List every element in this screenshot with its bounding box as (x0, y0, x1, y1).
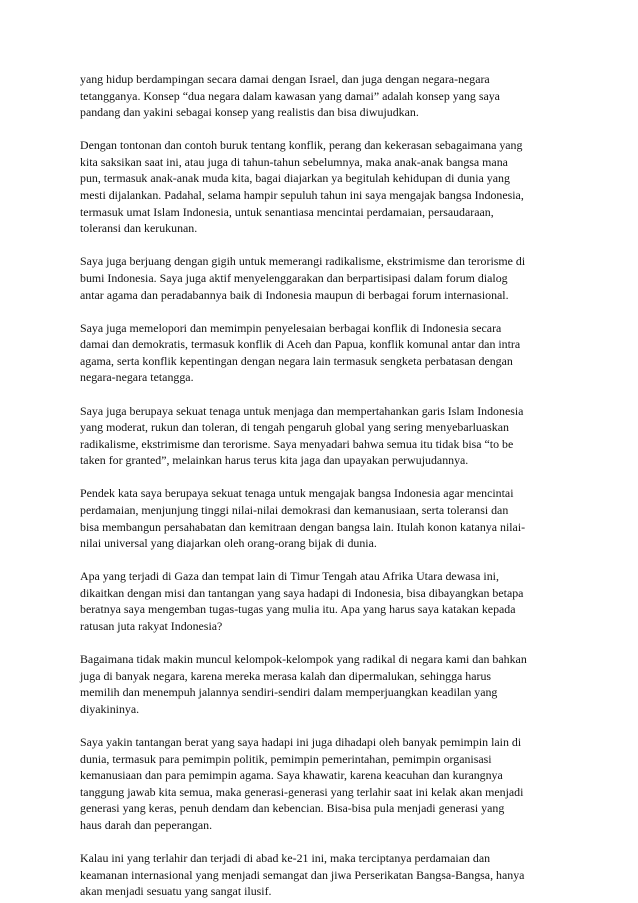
paragraph-line: perdamaian, menjunjung tinggi nilai-nilai demokrasi dan kemanusiaan, serta toleransi dan (80, 502, 509, 517)
paragraph-line: pandang dan yakini sebagai konsep yang realistis dan bisa diwujudkan. (80, 105, 419, 120)
paragraph-line: Saya juga memelopori dan memimpin penyelesaian berbagai konflik di Indonesia secara (80, 320, 502, 335)
paragraph-line: haus darah dan peperangan. (80, 817, 213, 832)
paragraph-line: mesti dijalankan. Padahal, selama hampir sepuluh tahun ini saya mengajak bangsa Indonesia, (80, 188, 524, 203)
paragraph-line: Dengan tontonan dan contoh buruk tentang konflik, perang dan kekerasan sebagaimana yang (80, 138, 523, 153)
paragraph-line: antar agama dan peradabannya baik di Indonesia maupun di berbagai forum internasional. (80, 287, 509, 302)
paragraph-line: dunia, termasuk para pemimpin politik, pemimpin pemerintahan, pemimpin organisasi (80, 751, 492, 766)
paragraph-line: kita saksikan saat ini, atau juga di tahun-tahun sebelumnya, maka anak-anak bangsa mana (80, 154, 508, 169)
paragraph-line: termasuk umat Islam Indonesia, untuk senantiasa mencintai perdamaian, persaudaraan, (80, 204, 494, 219)
paragraph-line: pun, termasuk anak-anak muda kita, bagai diajarkan ya begitulah kehidupan di dunia yang (80, 171, 510, 186)
body-paragraph (80, 734, 568, 834)
body-paragraph (80, 71, 568, 121)
paragraph-line: taken for granted”, melainkan harus terus kita jaga dan upayakan perwujudannya. (80, 453, 469, 468)
body-paragraph (80, 651, 568, 717)
paragraph-line: Saya juga berjuang dengan gigih untuk memerangi radikalisme, ekstrimisme dan terorisme di (80, 254, 526, 269)
paragraph-line: Apa yang terjadi di Gaza dan tempat lain di Timur Tengah atau Afrika Utara dewasa ini, (80, 569, 499, 584)
body-paragraph (80, 403, 568, 469)
paragraph-line: toleransi dan kerukunan. (80, 221, 198, 236)
paragraph-line: juga di banyak negara, karena mereka merasa kalah dan dipermalukan, sehingga harus (80, 668, 492, 683)
body-paragraph (80, 137, 568, 237)
body-paragraph (80, 253, 568, 303)
paragraph-line: bumi Indonesia. Saya juga aktif menyelenggarakan dan berpartisipasi dalam forum dialog (80, 270, 508, 285)
body-paragraph (80, 485, 568, 551)
paragraph-line: memilih dan menempuh jalannya sendiri-sendiri dalam memperjuangkan keadilan yang (80, 685, 498, 700)
body-paragraph (80, 320, 568, 386)
paragraph-line: nilai universal yang diajarkan oleh orang-orang bijak di dunia. (80, 536, 377, 551)
paragraph-line: Saya juga berupaya sekuat tenaga untuk menjaga dan mempertahankan garis Islam Indonesia (80, 403, 524, 418)
paragraph-line: tanggung jawab kita semua, maka generasi-generasi yang terlahir saat ini kelak akan menjadi (80, 784, 524, 799)
paragraph-line: keamanan internasional yang menjadi semangat dan jiwa Perserikatan Bangsa-Bangsa, hanya (80, 867, 525, 882)
paragraph-line: akan menjadi sesuatu yang sangat ilusif. (80, 884, 272, 899)
paragraph-line: dikaitkan dengan misi dan tantangan yang saya hadapi di Indonesia, bisa dibayangkan betapa (80, 585, 524, 600)
paragraph-line: damai dan demokratis, termasuk konflik di Aceh dan Papua, konflik komunal antar dan intra (80, 337, 521, 352)
paragraph-line: kemanusiaan dan para pemimpin agama. Saya khawatir, karena keacuhan dan kurangnya (80, 768, 503, 783)
paragraph-line: generasi yang keras, penuh dendam dan kebencian. Bisa-bisa pula menjadi generasi yang (80, 801, 505, 816)
body-paragraph (80, 850, 568, 900)
paragraph-line: beratnya saya mengemban tugas-tugas yang mulia itu. Apa yang harus saya katakan kepada (80, 602, 516, 617)
paragraph-line: yang hidup berdampingan secara damai dengan Israel, dan juga dengan negara-negara (80, 72, 490, 86)
paragraph-line: radikalisme, ekstrimisme dan terorisme. Saya menyadari bahwa semua itu tidak bisa “to be (80, 436, 514, 451)
paragraph-line: bisa membangun persahabatan dan kemitraan dengan bangsa lain. Itulah konon katanya nilai- (80, 519, 526, 534)
paragraph-line: Saya yakin tantangan berat yang saya hadapi ini juga dihadapi oleh banyak pemimpin lain di (80, 735, 522, 749)
paragraph-line: diyakininya. (80, 701, 140, 716)
paragraph-line: Bagaimana tidak makin muncul kelompok-kelompok yang radikal di negara kami dan bahkan (80, 652, 527, 667)
paragraph-line: negara-negara tetangga. (80, 370, 194, 385)
paragraph-line: ratusan juta rakyat Indonesia? (80, 619, 223, 634)
paragraph-line: tetangganya. Konsep “dua negara dalam kawasan yang damai” adalah konsep yang saya (80, 88, 500, 103)
paragraph-line: Pendek kata saya berupaya sekuat tenaga untuk mengajak bangsa Indonesia agar mencintai (80, 486, 514, 501)
paragraph-line: Kalau ini yang terlahir dan terjadi di abad ke-21 ini, maka terciptanya perdamaian dan (80, 851, 491, 866)
paragraph-line: yang moderat, rukun dan toleran, di tengah pengaruh global yang sering menyebarluaskan (80, 420, 509, 435)
body-paragraph (80, 568, 568, 634)
paragraph-line: agama, serta konflik kepentingan dengan negara lain termasuk sengketa perbatasan dengan (80, 353, 513, 368)
